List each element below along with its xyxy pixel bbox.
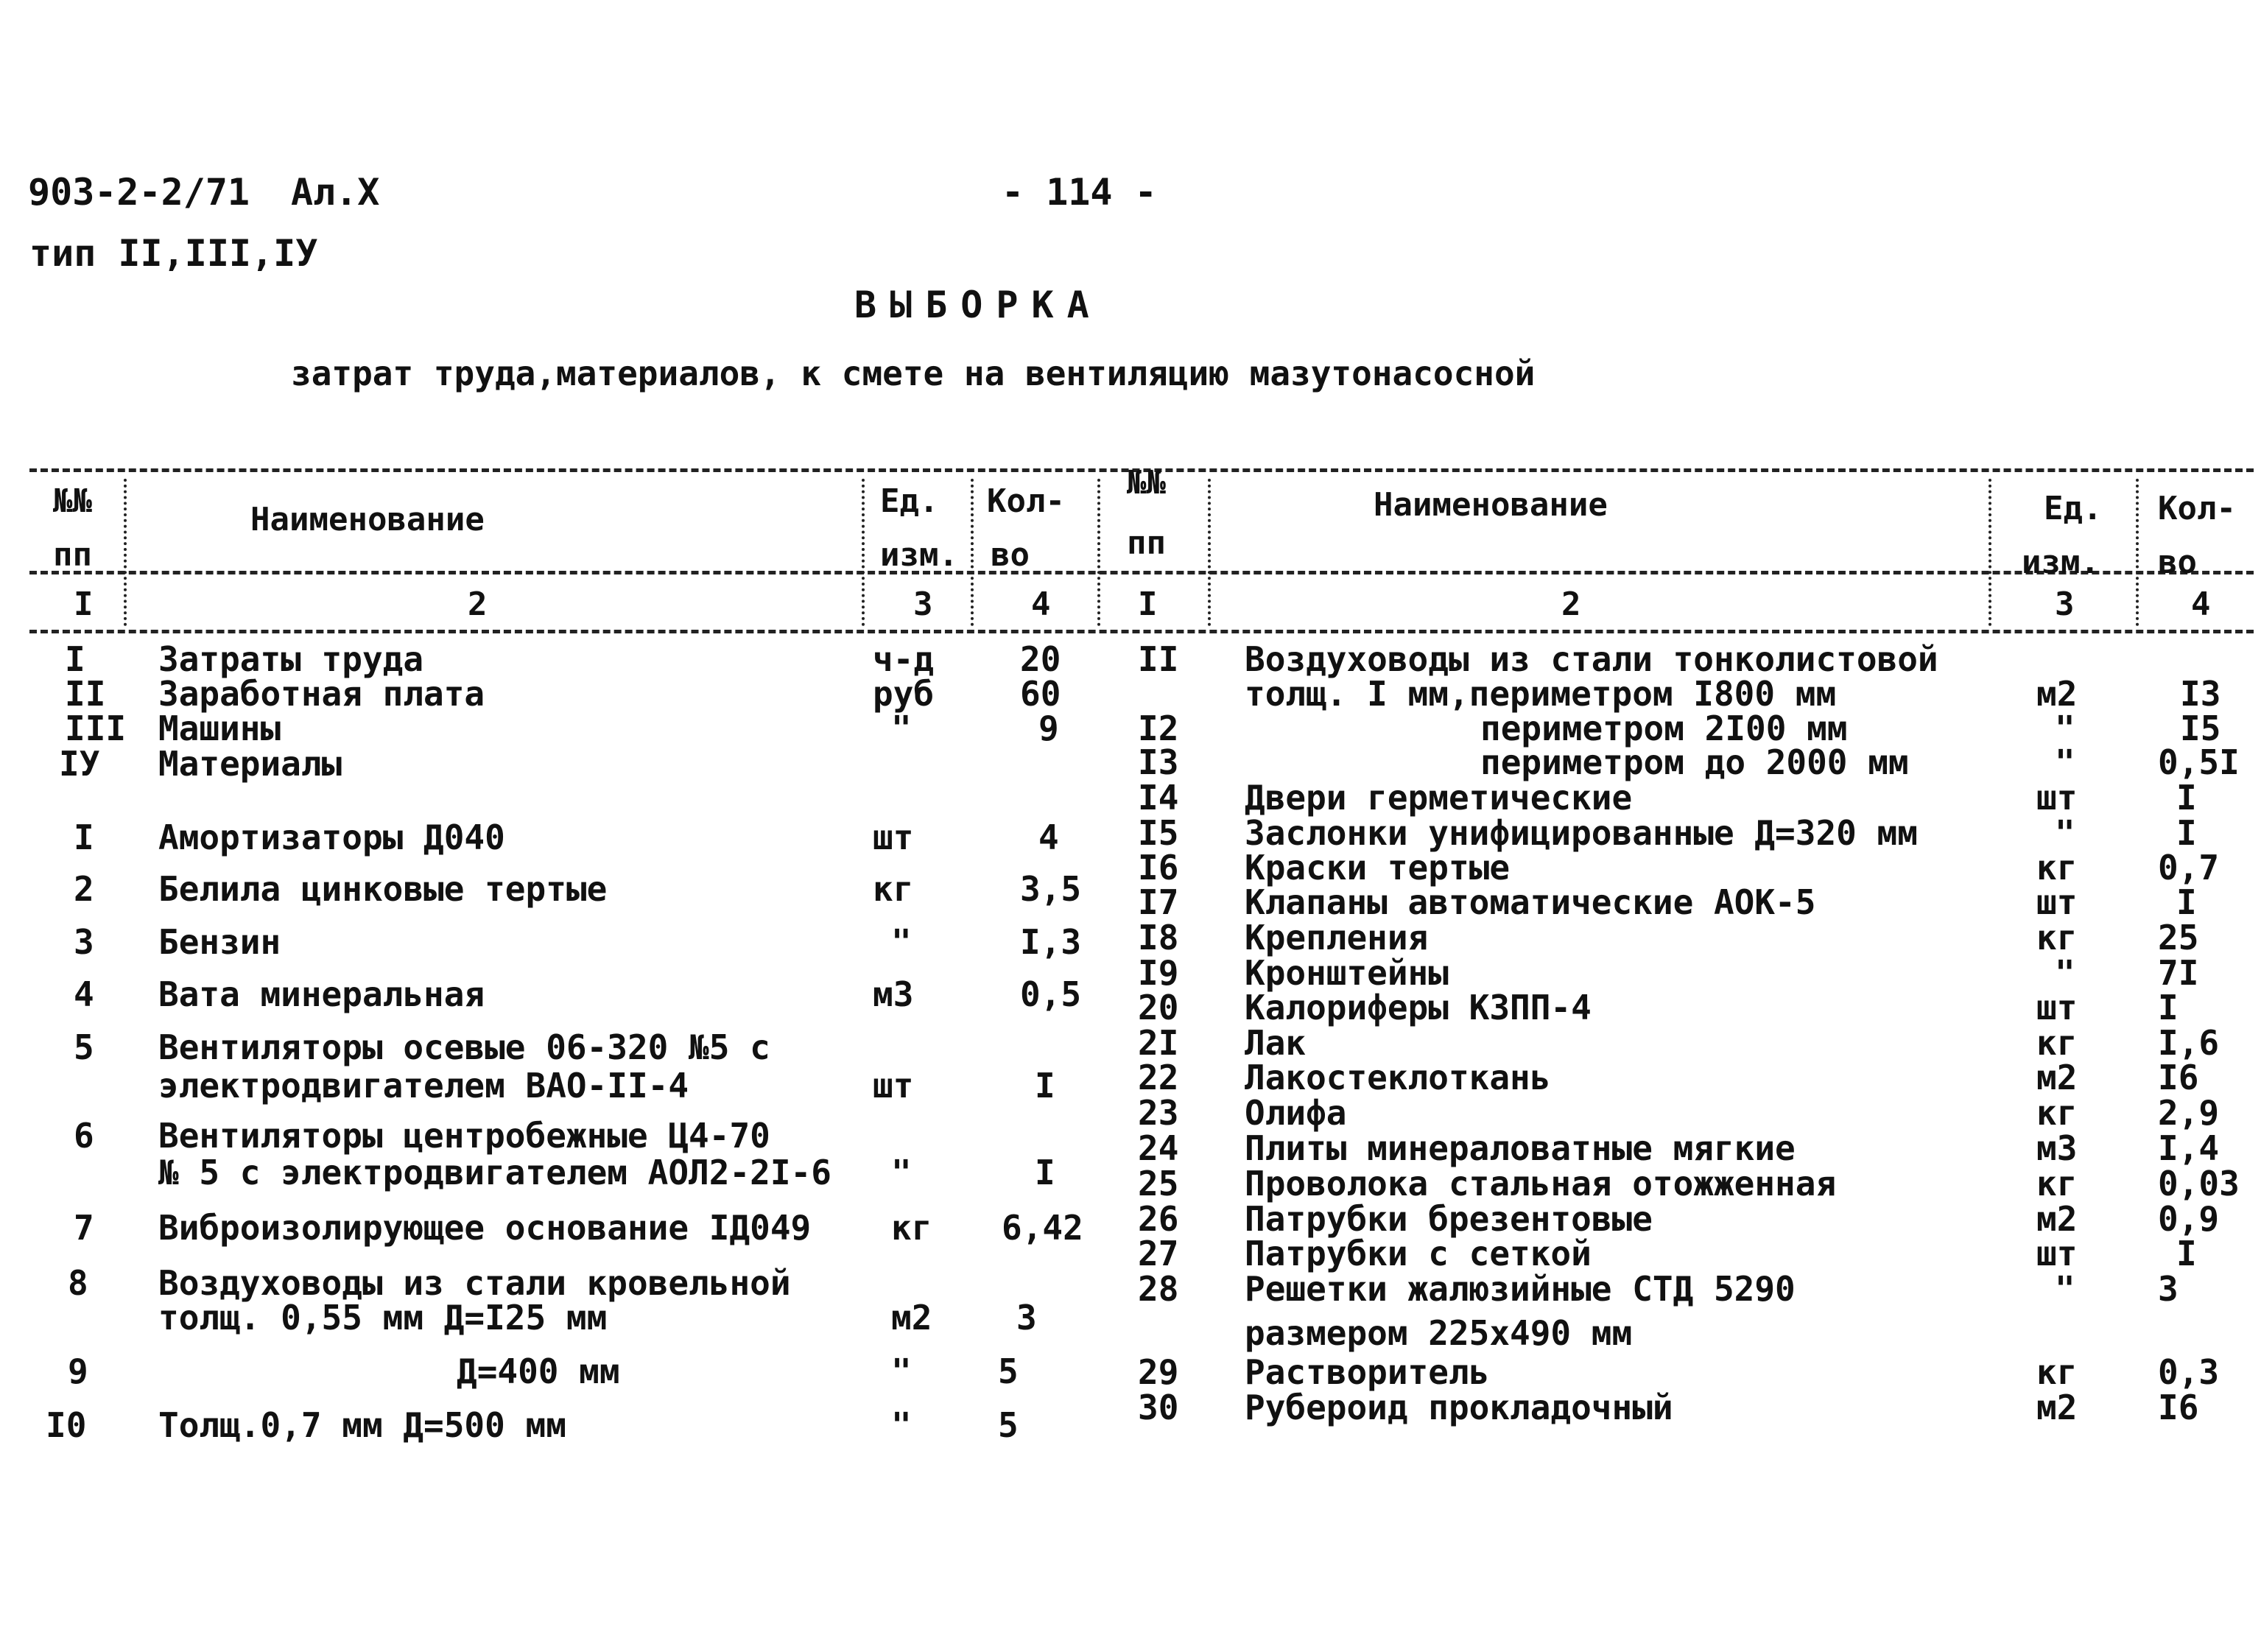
row-name: Виброизолирующее основание IД049	[158, 1208, 812, 1248]
row-name: Амортизаторы Д040	[158, 818, 505, 857]
row-num: 30	[1138, 1388, 1179, 1427]
row-unit: шт	[873, 1066, 914, 1106]
type-line: тип II,III,IУ	[29, 232, 318, 275]
row-name: Двери герметические	[1245, 778, 1633, 818]
page-subtitle: затрат труда,материалов, к смете на вентиляцию мазутонасосной	[291, 354, 1536, 393]
row-name: Калориферы КЗПП-4	[1245, 988, 1592, 1027]
column-separator	[1097, 479, 1100, 626]
row-unit: "	[2055, 742, 2075, 782]
row-num: 5	[74, 1027, 94, 1067]
row-qty: 7I	[2158, 953, 2199, 993]
row-num: I3	[1138, 742, 1179, 782]
page-title: ВЫБОРКА	[854, 284, 1103, 326]
row-unit: м2	[2036, 1388, 2078, 1427]
document-code: 903-2-2/71	[28, 171, 250, 214]
row-name: Заработная плата	[158, 674, 485, 714]
row-qty: I5	[2180, 709, 2221, 748]
row-qty: 60	[1020, 674, 1061, 714]
row-unit: м3	[873, 974, 914, 1014]
row-qty: I6	[2158, 1388, 2199, 1427]
row-num: IУ	[59, 744, 100, 784]
row-num: I8	[1138, 918, 1179, 957]
row-unit: м3	[2036, 1128, 2078, 1168]
row-num: 3	[74, 922, 94, 962]
row-unit: руб	[873, 674, 935, 714]
row-name: Воздуховоды из стали кровельной	[158, 1263, 791, 1303]
num-header-right-line2: пп	[1127, 524, 1166, 562]
row-num: 2	[74, 869, 94, 909]
row-num: 26	[1138, 1199, 1179, 1239]
row-num: III	[65, 709, 127, 748]
row-name: Вентиляторы центробежные Ц4-70	[158, 1116, 770, 1156]
row-name: Вентиляторы осевые 06-320 №5 с	[158, 1027, 770, 1067]
album-number: Ал.Х	[291, 171, 380, 214]
column-separator	[1989, 479, 1991, 626]
row-qty: 20	[1020, 639, 1061, 679]
row-name: Клапаны автоматические АОК-5	[1245, 882, 1816, 922]
row-qty: I	[2176, 813, 2197, 853]
row-unit: м2	[2036, 1199, 2078, 1239]
row-num: I4	[1138, 778, 1179, 818]
column-index: 2	[1561, 586, 1581, 623]
row-unit: кг	[2036, 918, 2078, 957]
row-qty: I,6	[2158, 1023, 2220, 1063]
row-unit: "	[2055, 709, 2075, 748]
row-name: Решетки жалюзийные СТД 5290	[1245, 1269, 1796, 1309]
row-num: 20	[1138, 988, 1179, 1027]
row-qty: I	[2176, 882, 2197, 922]
row-unit: "	[2055, 813, 2075, 853]
row-unit: "	[891, 709, 912, 748]
row-name: Белила цинковые тертые	[158, 869, 608, 909]
row-name: Проволока стальная отожженная	[1245, 1164, 1837, 1203]
row-name: толщ. 0,55 мм Д=I25 мм	[158, 1298, 608, 1338]
qty-header-line2: во	[991, 536, 1030, 574]
column-separator	[124, 479, 127, 626]
row-name: Заслонки унифицированные Д=320 мм	[1245, 813, 1918, 853]
row-name: Вата минеральная	[158, 974, 485, 1014]
row-name: размером 225х490 мм	[1245, 1313, 1633, 1353]
row-name: Кронштейны	[1245, 953, 1449, 993]
row-qty: 0,03	[2158, 1164, 2240, 1203]
row-qty: 0,3	[2158, 1352, 2220, 1392]
row-num: 2I	[1138, 1023, 1179, 1063]
column-separator	[1208, 479, 1211, 626]
column-index: I	[1138, 586, 1158, 623]
row-name: Затраты труда	[158, 639, 424, 679]
row-num: 6	[74, 1116, 94, 1156]
unit-header-line2: изм.	[880, 536, 958, 574]
column-index: 4	[1031, 586, 1051, 623]
num-header-line2: пп	[53, 536, 92, 574]
row-qty: I,4	[2158, 1128, 2220, 1168]
row-qty: 3	[1016, 1298, 1037, 1338]
row-qty: I	[2158, 988, 2179, 1027]
row-name: Растворитель	[1245, 1352, 1490, 1392]
row-name: периметром 2I00 мм	[1480, 709, 1848, 748]
table-header-rule	[29, 571, 2254, 574]
row-num: I9	[1138, 953, 1179, 993]
row-qty: 3,5	[1020, 869, 1082, 909]
row-unit: "	[891, 1405, 912, 1445]
row-name: Д=400 мм	[457, 1352, 620, 1391]
row-num: 7	[74, 1208, 94, 1248]
row-qty: 6,42	[1002, 1208, 1083, 1248]
column-separator	[2136, 479, 2139, 626]
row-unit: кг	[2036, 1093, 2078, 1133]
row-num: 29	[1138, 1352, 1179, 1392]
row-unit: "	[891, 1352, 912, 1391]
row-unit: кг	[2036, 1352, 2078, 1392]
row-num: I	[65, 639, 85, 679]
row-num: I6	[1138, 848, 1179, 887]
row-qty: 2,9	[2158, 1093, 2220, 1133]
row-name: Лак	[1245, 1023, 1307, 1063]
row-unit: кг	[2036, 1164, 2078, 1203]
row-name: толщ. I мм,периметром I800 мм	[1245, 674, 1837, 714]
row-name: Толщ.0,7 мм Д=500 мм	[158, 1405, 566, 1445]
row-unit: "	[891, 922, 912, 962]
row-name: № 5 с электродвигателем АОЛ2-2I-6	[158, 1153, 831, 1192]
column-index: 4	[2191, 586, 2211, 623]
row-name: периметром до 2000 мм	[1480, 742, 1909, 782]
table-index-rule	[29, 630, 2254, 633]
row-name: Патрубки брезентовые	[1245, 1199, 1653, 1239]
row-unit: кг	[2036, 1023, 2078, 1063]
row-qty: 25	[2158, 918, 2199, 957]
column-index: 3	[913, 586, 933, 623]
row-num: I7	[1138, 882, 1179, 922]
row-qty: 0,5I	[2158, 742, 2240, 782]
row-name: Крепления	[1245, 918, 1429, 957]
row-num: I	[74, 818, 94, 857]
unit-header: Ед.	[880, 482, 939, 520]
row-qty: I	[2176, 1234, 2197, 1273]
row-unit: кг	[873, 869, 914, 909]
row-unit: "	[2055, 1269, 2075, 1309]
row-num: 9	[68, 1352, 88, 1391]
row-name: Воздуховоды из стали тонколистовой	[1245, 639, 1938, 679]
row-unit: кг	[891, 1208, 932, 1248]
row-num: 27	[1138, 1234, 1179, 1273]
row-num: I2	[1138, 709, 1179, 748]
row-name: электродвигателем ВАО-II-4	[158, 1066, 689, 1106]
row-unit: м2	[891, 1298, 932, 1338]
name-header-right: Наименование	[1374, 486, 1608, 524]
row-unit: шт	[2036, 778, 2078, 818]
row-num: II	[65, 674, 106, 714]
row-qty: I	[1035, 1153, 1055, 1192]
row-unit: шт	[2036, 882, 2078, 922]
row-name: Патрубки с сеткой	[1245, 1234, 1592, 1273]
column-separator	[971, 479, 974, 626]
row-qty: 9	[1038, 709, 1059, 748]
row-qty: 0,7	[2158, 848, 2220, 887]
row-name: Материалы	[158, 744, 342, 784]
name-header: Наименование	[250, 501, 485, 538]
row-unit: м2	[2036, 674, 2078, 714]
row-unit: ч-д	[873, 639, 935, 679]
row-num: I5	[1138, 813, 1179, 853]
row-qty: 3	[2158, 1269, 2179, 1309]
row-unit: м2	[2036, 1058, 2078, 1097]
row-qty: I,3	[1020, 922, 1082, 962]
row-name: Краски тертые	[1245, 848, 1511, 887]
row-num: 4	[74, 974, 94, 1014]
row-qty: 4	[1038, 818, 1059, 857]
row-num: 24	[1138, 1128, 1179, 1168]
row-qty: 0,5	[1020, 974, 1082, 1014]
row-name: Плиты минераловатные мягкие	[1245, 1128, 1796, 1168]
row-qty: 5	[998, 1405, 1019, 1445]
page-number: - 114 -	[1002, 171, 1157, 214]
row-name: Машины	[158, 709, 281, 748]
row-qty: I	[2176, 778, 2197, 818]
row-num: 22	[1138, 1058, 1179, 1097]
row-num: 23	[1138, 1093, 1179, 1133]
num-header-right: №№	[1127, 464, 1166, 502]
row-qty: I6	[2158, 1058, 2199, 1097]
row-name: Олифа	[1245, 1093, 1347, 1133]
row-unit: "	[891, 1153, 912, 1192]
unit-header-right: Ед.	[2044, 490, 2103, 527]
row-name: Лакостеклоткань	[1245, 1058, 1551, 1097]
row-name: Рубероид прокладочный	[1245, 1388, 1673, 1427]
unit-header-right-line2: изм.	[2022, 544, 2100, 581]
column-separator	[862, 479, 865, 626]
qty-header: Кол-	[987, 482, 1065, 520]
row-unit: шт	[2036, 988, 2078, 1027]
column-index: 2	[468, 586, 488, 623]
row-unit: шт	[873, 818, 914, 857]
column-index: I	[74, 586, 94, 623]
column-index: 3	[2055, 586, 2075, 623]
row-unit: "	[2055, 953, 2075, 993]
row-qty: 5	[998, 1352, 1019, 1391]
row-name: Бензин	[158, 922, 281, 962]
row-qty: I	[1035, 1066, 1055, 1106]
qty-header-right: Кол-	[2158, 490, 2236, 527]
row-unit: кг	[2036, 848, 2078, 887]
row-qty: I3	[2180, 674, 2221, 714]
row-num: II	[1138, 639, 1179, 679]
row-num: I0	[46, 1405, 87, 1445]
qty-header-right-line2: во	[2158, 544, 2197, 581]
row-unit: шт	[2036, 1234, 2078, 1273]
row-qty: 0,9	[2158, 1199, 2220, 1239]
num-header: №№	[53, 482, 92, 520]
row-num: 25	[1138, 1164, 1179, 1203]
row-num: 28	[1138, 1269, 1179, 1309]
row-num: 8	[68, 1263, 88, 1303]
